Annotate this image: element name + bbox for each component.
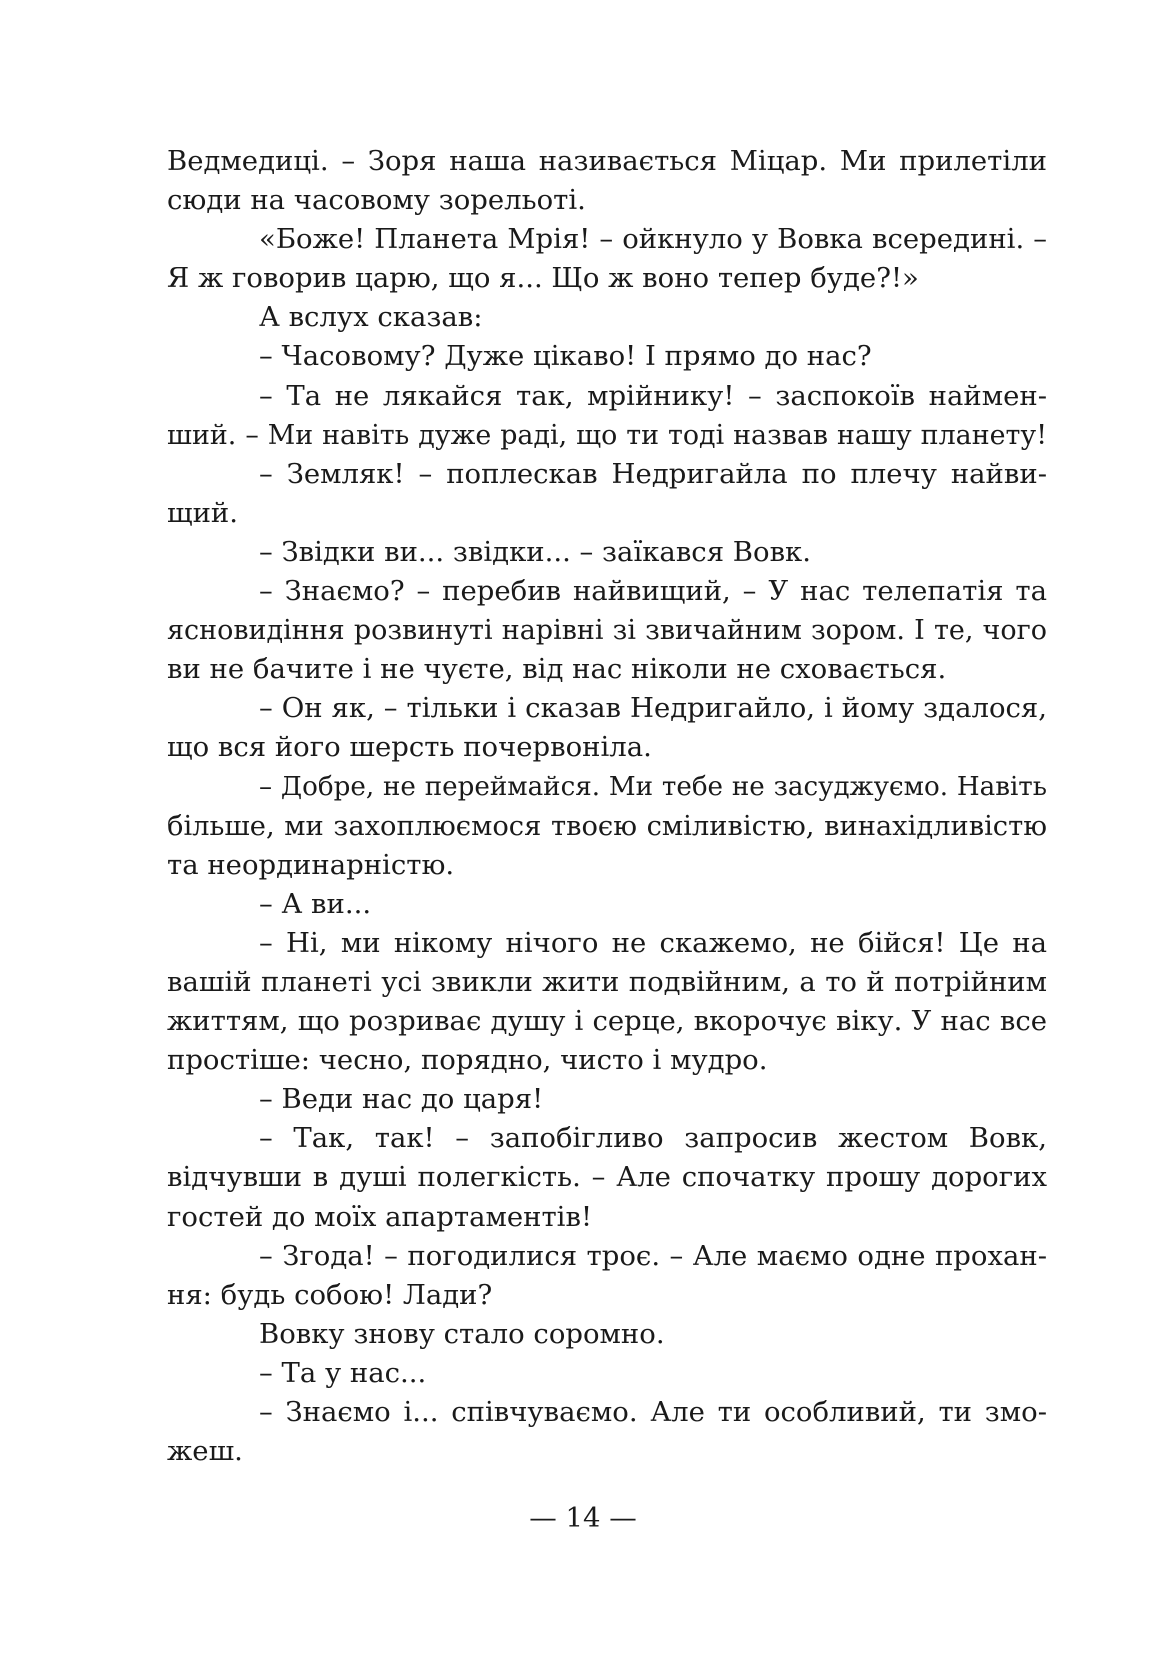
text-line: що вся його шерсть почервоніла. <box>167 731 652 764</box>
text-line: ясновидіння розвинуті нарівні зі звичайним зором. І те, чого <box>167 615 1047 647</box>
text-line: Вовку знову стало соромно. <box>259 1317 665 1350</box>
text-line: вашій планеті усі звикли жити подвійним, а то й потрійним <box>167 965 1047 998</box>
text-line: – Так, так! – запобігливо запросив жестом Вовк, <box>259 1122 1047 1155</box>
text-line: – А ви... <box>259 887 372 920</box>
text-line: сюди на часовому зорельоті. <box>167 184 586 217</box>
text-line: – Згода! – погодилися троє. – Але маємо одне прохан- <box>259 1239 1047 1272</box>
text-line: жеш. <box>167 1435 243 1468</box>
text-line: – Ні, ми нікому нічого не скажемо, не бійся! Це на <box>259 926 1047 959</box>
text-line: – Знаємо? – перебив найвищий, – У нас телепатія та <box>259 575 1047 608</box>
text-line: – Он як, – тільки і сказав Недригайло, і йому здалося, <box>259 692 1047 725</box>
page-number: — 14 — <box>529 1502 637 1534</box>
text-line: простіше: чесно, порядно, чисто і мудро. <box>167 1044 768 1077</box>
text-line: – Звідки ви... звідки... – заїкався Вовк. <box>259 535 811 568</box>
text-line: гостей до моїх апартаментів! <box>167 1200 593 1233</box>
text-line: – Земляк! – поплескав Недригайла по плечу найви- <box>259 457 1047 490</box>
text-line: ший. – Ми навіть дуже раді, що ти тоді назвав нашу планету! <box>167 419 1047 451</box>
text-line: Я ж говорив царю, що я... Що ж воно тепер буде?!» <box>167 262 919 295</box>
text-line: – Веди нас до царя! <box>259 1083 544 1116</box>
text-line: Ведмедиці. – Зоря наша називається Міцар. Ми прилетіли <box>167 145 1047 177</box>
text-line: ня: будь собою! Лади? <box>167 1278 493 1311</box>
text-line: та неординарністю. <box>167 848 455 881</box>
text-line: – Та не лякайся так, мрійнику! – заспокоїв наймен- <box>259 379 1047 412</box>
text-line: А вслух сказав: <box>259 301 483 334</box>
text-line: більше, ми захоплюємося твоєю сміливістю, винахідливістю <box>167 810 1047 842</box>
text-line: відчувши в душі полегкість. – Але спочатку прошу дорогих <box>167 1161 1047 1194</box>
text-line: «Боже! Планета Мрія! – ойкнуло у Вовка всередині. – <box>259 223 1047 256</box>
text-line: щий. <box>167 496 238 529</box>
text-line: – Знаємо і... співчуваємо. Але ти особливий, ти змо- <box>259 1396 1047 1428</box>
text-line: – Добре, не переймайся. Ми тебе не засуджуємо. Навіть <box>259 771 1047 802</box>
text-line: життям, що розриває душу і серце, вкорочує віку. У нас все <box>167 1005 1047 1038</box>
text-line: – Часовому? Дуже цікаво! І прямо до нас? <box>259 340 872 373</box>
text-line: – Та у нас... <box>259 1356 427 1389</box>
text-line: ви не бачите і не чуєте, від нас ніколи не сховається. <box>167 653 947 686</box>
body-text <box>167 142 1047 1471</box>
